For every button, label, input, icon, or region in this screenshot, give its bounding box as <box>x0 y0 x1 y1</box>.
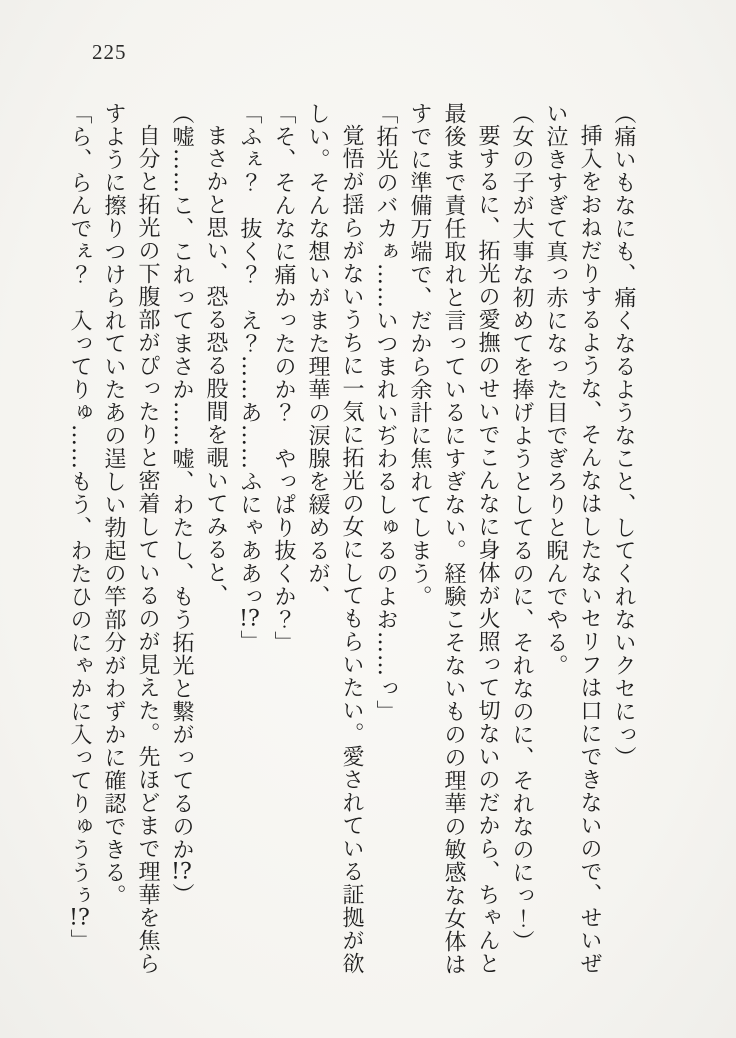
page-number: 225 <box>92 40 127 64</box>
text-line: すように擦りつけられていたあの逞しい勃起の竿部分がわずかに確認できる。 <box>101 102 126 907</box>
text-line: 自分と拓光の下腹部がぴったりと密着しているのが見えた。先ほどまで理華を焦ら <box>135 124 160 975</box>
text-line: 「ふぇ？ 抜く？ え？……あ……ふにゃああっ!?」 <box>237 102 262 653</box>
text-line: （痛いもなにも、痛くなるようなこと、してくれないクセにっ） <box>611 102 636 769</box>
text-line: （嘘……こ、これってまさか……嘘、わたし、もう拓光と繋がってるのか!?） <box>169 102 194 906</box>
text-line: 要するに、拓光の愛撫のせいでこんなに身体が火照って切ないのだから、ちゃんと <box>475 124 500 975</box>
text-block <box>62 102 640 1002</box>
exclamation-question-icon: !? <box>239 608 260 630</box>
text-line: 挿入をおねだりするような、そんなはしたないセリフは口にできないので、せいぜ <box>577 124 602 975</box>
text-line: （女の子が大事な初めてを捧げようとしてるのに、それなのに、それなのにっ！） <box>509 102 534 953</box>
text-line: 「そ、そんなに痛かったのか？ やっぱり抜くか？」 <box>271 102 296 654</box>
text-line: しい。そんな想いがまた理華の涙腺を緩めるが、 <box>305 102 330 608</box>
text-line: い泣きすぎて真っ赤になった目でぎろりと睨んでやる。 <box>543 102 568 677</box>
text-line: 「拓光のバカぁ……いつまれいぢわるしゅるのよお……っ」 <box>373 102 398 723</box>
text-line: まさかと思い、恐る恐る股間を覗いてみると、 <box>203 124 228 607</box>
exclamation-question-icon: !? <box>69 907 90 929</box>
text-line: 覚悟が揺らがないうちに一気に拓光の女にしてもらいたい。愛されている証拠が欲 <box>339 124 364 975</box>
text-line: 「ら、らんでぇ？ 入ってりゅ……もう、わたひのにゃかに入ってりゅううぅ!?」 <box>67 102 92 952</box>
exclamation-question-icon: !? <box>171 861 192 883</box>
text-line: すでに準備万端で、だから余計に焦れてしまう。 <box>407 102 432 608</box>
text-line: 最後まで責任取れと言っているにすぎない。経験こそないものの理華の敏感な女体は <box>441 102 466 976</box>
